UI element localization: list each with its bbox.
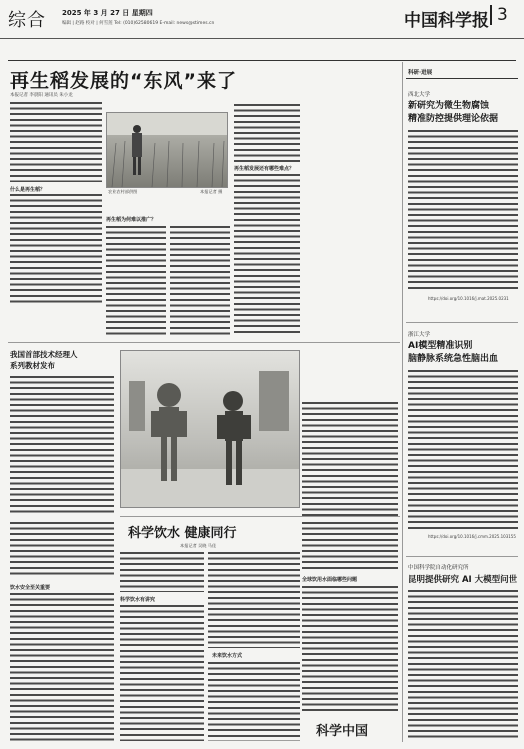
lead-col-1a [10, 102, 102, 182]
lead-col-1b [10, 194, 102, 306]
sidebar-item-2-headline-line2: 脑静脉系统急性脑出血 [408, 354, 499, 364]
lead-col-4a [234, 104, 300, 162]
feature-col-2a [120, 552, 204, 592]
sidebar-tag-rule [406, 78, 518, 79]
lead-photo [106, 112, 228, 188]
feature-col-1b [10, 593, 114, 741]
robots-image [121, 351, 299, 507]
feature-subhead-2: 科学饮水有讲究 [120, 597, 156, 603]
robot-story-headline-line1: 我国首部技术经理人 [10, 350, 78, 359]
sidebar-rule-2 [406, 556, 518, 557]
rule-lead-bottom [8, 342, 400, 343]
feature-subhead-1: 饮水安全至关重要 [10, 585, 51, 591]
sidebar-item-1-headline-line1: 新研究为微生物腐蚀 [408, 101, 490, 111]
feature-headline: 科学饮水 健康同行 [128, 526, 237, 541]
lead-col-3 [170, 226, 230, 336]
science-china-logo: 科学中国 [316, 724, 369, 739]
rice-field-image [107, 113, 227, 187]
feature-byline: 本报记者 吴晓 马佳 [180, 543, 217, 548]
sidebar-item-2-url: https://doi.org/10.1016/j.cmm.2025.103155 [428, 534, 516, 539]
rule-middle [120, 516, 400, 517]
lead-subhead-3: 再生稻发展还有哪些难点？ [234, 166, 295, 172]
lead-headline: 再生稻发展的“东风”来了 [10, 70, 237, 92]
sidebar-tag: 科研·进展 [408, 70, 433, 76]
lead-col-2 [106, 226, 166, 336]
section-title: 综合 [8, 10, 46, 31]
page-number: 3 [490, 5, 508, 25]
sidebar-item-1-url: https://doi.org/10.1016/j.mat.2025.0231 [428, 296, 509, 301]
paper-name: 中国科学报 [404, 11, 489, 31]
sidebar-item-3-headline: 昆明提供研究 AI 大模型问世 [408, 575, 518, 585]
lead-subhead-1: 什么是再生稻？ [10, 187, 46, 193]
feature-subhead-4: 未来饮水方式 [212, 653, 243, 659]
feature-col-3a [208, 552, 300, 648]
editor-info: 编辑 | 赵路 校对 | 何雪莲 Tel: (010)62580619 E-mail: news@stimes.cn [62, 21, 215, 26]
photo-caption-left: 农业农村部供图 [108, 189, 138, 194]
lead-col-4b [234, 174, 300, 336]
photo-caption-right: 本报记者 摄 [200, 189, 223, 194]
lead-subhead-2: 再生稻为何难以推广？ [106, 217, 157, 223]
robot-photo [120, 350, 300, 508]
sidebar-item-3-institution: 中国科学院自动化研究所 [408, 565, 469, 571]
feature-col-3b [208, 662, 300, 741]
feature-col-1a [10, 522, 114, 578]
feature-col-4b [302, 586, 398, 712]
feature-col-4a [302, 522, 398, 572]
rule-top [8, 60, 516, 61]
sidebar-item-2-institution: 浙江大学 [408, 332, 431, 338]
sidebar-rule-1 [406, 322, 518, 323]
sidebar-item-3-body [408, 590, 518, 740]
issue-date: 2025 年 3 月 27 日 星期四 [62, 9, 153, 17]
robot-story-headline-line2: 系列教材发布 [10, 361, 55, 370]
sidebar-item-1-headline-line2: 精准防控提供理论依据 [408, 114, 499, 124]
lead-byline: 本报记者 李晨阳 通讯员 朱小龙 [10, 93, 73, 98]
sidebar-item-1-institution: 西北大学 [408, 92, 431, 98]
sidebar-item-2-body [408, 370, 518, 530]
robot-story-body-2 [302, 402, 398, 516]
feature-subhead-3: 全球饮用水面临哪些问题 [302, 577, 358, 583]
feature-col-2b [120, 605, 204, 741]
masthead [0, 0, 524, 39]
sidebar-item-1-body [408, 130, 518, 292]
rule-sidebar [402, 62, 403, 742]
robot-story-body-1 [10, 376, 114, 514]
sidebar-item-2-headline-line1: AI模型精准识别 [408, 341, 473, 351]
